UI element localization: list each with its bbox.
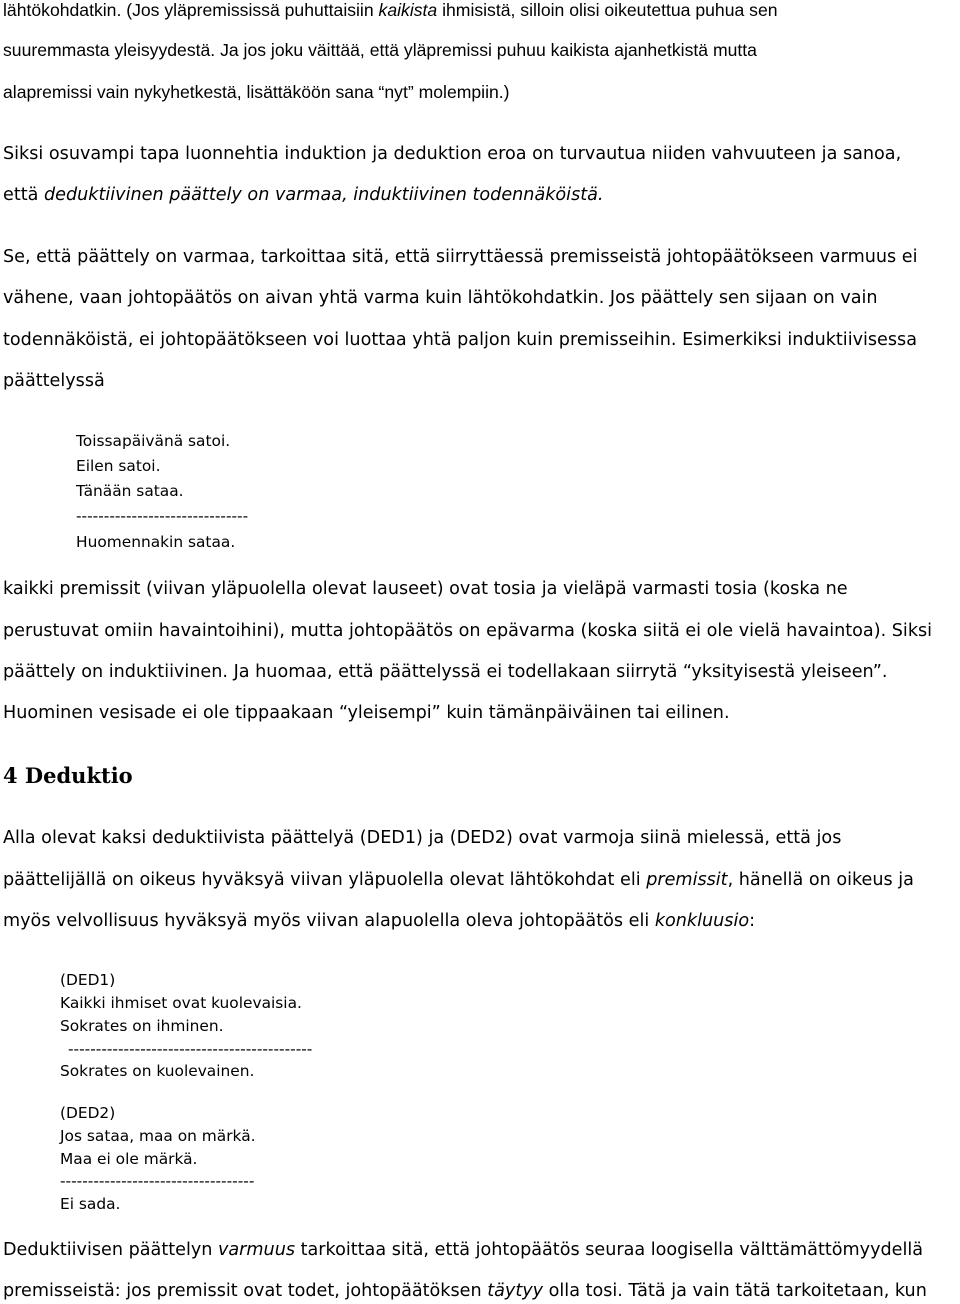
section-heading: 4 Deduktio <box>3 763 133 788</box>
ded1-premise-2: Sokrates on ihminen. <box>60 1017 224 1035</box>
paragraph-2-line-1: Se, että päättely on varmaa, tarkoittaa sitä, että siirryttäessä premisseistä johtopäätökseen varmuus ei <box>3 247 918 267</box>
induction-premise-1: Toissapäivänä satoi. <box>76 432 231 450</box>
paragraph-3-line-1: kaikki premissit (viivan yläpuolella olevat lauseet) ovat tosia ja vieläpä varmasti tosia (koska ne <box>3 579 848 599</box>
paragraph-3-line-2: perustuvat omiin havaintoihini), mutta johtopäätös on epävarma (koska siitä ei ole vielä havaintoa). Siksi <box>3 621 933 641</box>
paragraph-4-line-3: myös velvollisuus hyväksyä myös viivan alapuolella oleva johtopäätös eli konkluusio: <box>3 911 756 931</box>
induction-premise-2: Eilen satoi. <box>76 457 161 475</box>
paragraph-2-line-4: päättelyssä <box>3 371 105 391</box>
paragraph-5-line-1: Deduktiivisen päättelyn varmuus tarkoittaa sitä, että johtopäätös seuraa loogisella välttämättömyydellä <box>3 1240 924 1260</box>
induction-conclusion: Huomennakin sataa. <box>76 533 236 551</box>
paragraph-1-line-1: Siksi osuvampi tapa luonnehtia induktion ja deduktion eroa on turvautua niiden vahvuuteen ja sanoa, <box>3 144 902 164</box>
ded2-premise-1: Jos sataa, maa on märkä. <box>60 1127 256 1145</box>
ded2-conclusion: Ei sada. <box>60 1195 121 1213</box>
paragraph-2-line-2: vähene, vaan johtopäätös on aivan yhtä varma kuin lähtökohdatkin. Jos päättely sen sijaan on vain <box>3 288 878 308</box>
paragraph-1-line-2: että deduktiivinen päättely on varmaa, induktiivinen todennäköistä. <box>3 185 604 205</box>
ded1-premise-1: Kaikki ihmiset ovat kuolevaisia. <box>60 994 302 1012</box>
paragraph-3-line-4: Huominen vesisade ei ole tippaakaan “yleisempi” kuin tämänpäiväinen tai eilinen. <box>3 703 730 723</box>
induction-rule: ------------------------------- <box>76 507 249 525</box>
paragraph-4-line-1: Alla olevat kaksi deduktiivista päättelyä (DED1) ja (DED2) ovat varmoja siinä mielessä, että jos <box>3 828 842 848</box>
paragraph-4-line-2: päättelijällä on oikeus hyväksyä viivan yläpuolella olevat lähtökohdat eli premissit, hänellä on oikeus ja <box>3 870 914 890</box>
ded1-rule: -------------------------------------------- <box>68 1040 313 1058</box>
ded1-label: (DED1) <box>60 971 116 989</box>
intro-line-3: alapremissi vain nykyhetkestä, lisättäköön sana “nyt” molempiin.) <box>3 82 510 102</box>
ded2-premise-2: Maa ei ole märkä. <box>60 1150 198 1168</box>
intro-line-2: suuremmasta yleisyydestä. Ja jos joku väittää, että yläpremissi puhuu kaikista ajanhetkistä mutta <box>3 40 757 60</box>
induction-premise-3: Tänään sataa. <box>76 482 184 500</box>
paragraph-5-line-2: premisseistä: jos premissit ovat todet, johtopäätöksen täytyy olla tosi. Tätä ja vain tätä tarkoitetaan, kun <box>3 1281 927 1301</box>
paragraph-2-line-3: todennäköistä, ei johtopäätökseen voi luottaa yhtä paljon kuin premisseihin. Esimerkiksi induktiivisessa <box>3 330 917 350</box>
ded2-label: (DED2) <box>60 1104 116 1122</box>
intro-line-1: lähtökohdatkin. (Jos yläpremississä puhuttaisiin kaikista ihmisistä, silloin olisi oikeutettua puhua sen <box>3 0 778 20</box>
ded1-conclusion: Sokrates on kuolevainen. <box>60 1062 255 1080</box>
ded2-rule: ----------------------------------- <box>60 1172 255 1190</box>
paragraph-3-line-3: päättely on induktiivinen. Ja huomaa, että päättelyssä ei todellakaan siirrytä “yksityisestä yleiseen”. <box>3 662 888 682</box>
